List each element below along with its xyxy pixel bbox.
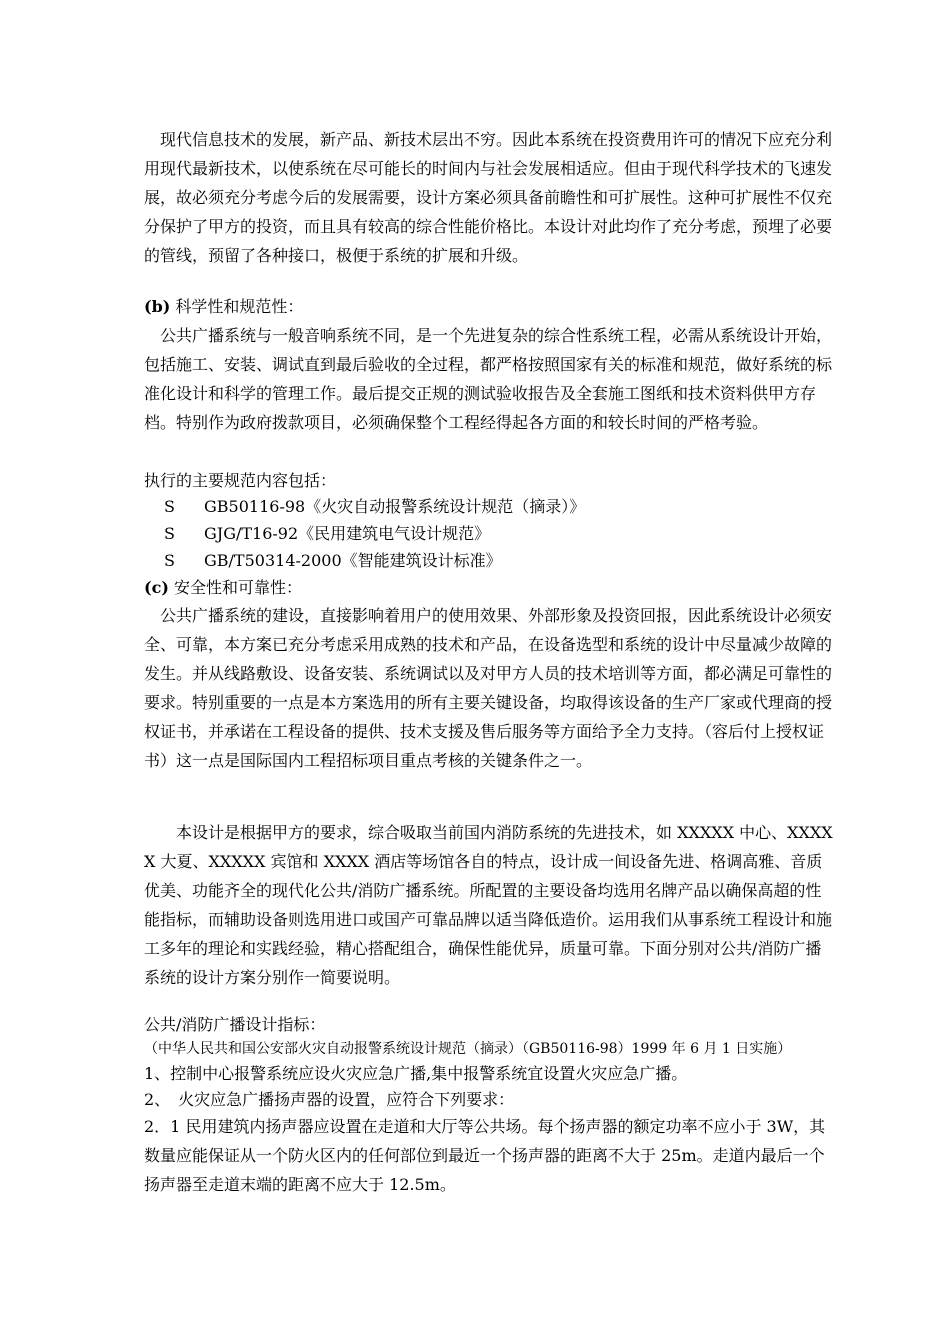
bullet-marker: S	[164, 551, 175, 570]
requirement-item-1: 1、控制中心报警系统应设火灾应急广播,集中报警系统宜设置火灾应急广播。	[144, 1064, 688, 1083]
section-b-title: 科学性和规范性：	[175, 297, 304, 316]
expandability-paragraph: 现代信息技术的发展，新产品、新技术层出不穷。因此本系统在投资费用许可的情况下应充分利用现代最新技术，以使系统在尽可能长的时间内与社会发展相适应。但由于现代科学技术的飞速发展，故必须充分考虑今后的发展需要，设计方案必须具备前瞻性和可扩展性。这种可扩展性不仅充分保护了甲方的投资，而且具有较高的综合性能价格比。本设计对此均作了充分考虑，预埋了必要的管线，预留了各种接口，极便于系统的扩展和升级。	[144, 130, 833, 265]
section-b-heading	[144, 294, 303, 320]
requirement-item-2-1: 2．1 民用建筑内扬声器应设置在走道和大厅等公共场。每个扬声器的额定功率不应小于 3W，其数量应能保证从一个防火区内的任何部位到最近一个扬声器的距离不大于 25m。走道内最后一个扬声器至走道末端的距离不应大于 12.5m。	[144, 1117, 826, 1194]
section-c-label: (c)	[144, 578, 169, 597]
bullet-marker: S	[164, 524, 175, 543]
standard-item	[164, 548, 502, 574]
indicators-heading: 公共/消防广播设计指标：	[144, 1015, 326, 1034]
bullet-marker: S	[164, 497, 175, 516]
standard-item	[164, 521, 490, 547]
standard-text: GB/T50314-2000《智能建筑设计标准》	[204, 551, 502, 570]
standards-intro: 执行的主要规范内容包括：	[144, 471, 337, 490]
standard-citation: （中华人民共和国公安部火灾自动报警系统设计规范（摘录）（GB50116-98）1999 年 6 月 1 日实施）	[144, 1041, 792, 1057]
standard-text: GB50116-98《火灾自动报警系统设计规范（摘录）》	[204, 497, 586, 516]
standard-text: GJG/T16-92《民用建筑电气设计规范》	[204, 524, 491, 543]
section-c-heading	[144, 575, 302, 601]
requirement-item-2: 2、 火灾应急广播扬声器的设置，应符合下列要求：	[144, 1090, 515, 1109]
section-b-label: (b)	[144, 297, 171, 316]
section-c-title: 安全性和可靠性：	[173, 578, 302, 597]
standard-item	[164, 494, 585, 520]
safety-paragraph: 公共广播系统的建设，直接影响着用户的使用效果、外部形象及投资回报，因此系统设计必须安全、可靠，本方案已充分考虑采用成熟的技术和产品，在设备选型和系统的设计中尽量减少故障的发生。并从线路敷设、设备安装、系统调试以及对甲方人员的技术培训等方面，都必满足可靠性的要求。特别重要的一点是本方案选用的所有主要关键设备，均取得该设备的生产厂家或代理商的授权证书，并承诺在工程设备的提供、技术支援及售后服务等方面给予全力支持。（容后付上授权证书）这一点是国际国内工程招标项目重点考核的关键条件之一。	[144, 606, 833, 770]
standardization-paragraph: 公共广播系统与一般音响系统不同，是一个先进复杂的综合性系统工程，必需从系统设计开始，包括施工、安装、调试直到最后验收的全过程，都严格按照国家有关的标准和规范，做好系统的标准化设计和科学的管理工作。最后提交正规的测试验收报告及全套施工图纸和技术资料供甲方存档。特别作为政府拨款项目，必须确保整个工程经得起各方面的和较长时间的严格考验。	[144, 326, 833, 432]
design-paragraph: 本设计是根据甲方的要求，综合吸取当前国内消防系统的先进技术，如 XXXXX 中心、XXXXX 大夏、XXXXX 宾馆和 XXXX 酒店等场馆各自的特点，设计成一间设备先进、格调高雅、音质优美、功能齐全的现代化公共/消防广播系统。所配置的主要设备均选用名牌产品以确保高超的性能指标，而辅助设备则选用进口或国产可靠品牌以适当降低造价。运用我们从事系统工程设计和施工多年的理论和实践经验，精心搭配组合，确保性能优异，质量可靠。下面分别对公共/消防广播系统的设计方案分别作一简要说明。	[144, 823, 833, 987]
